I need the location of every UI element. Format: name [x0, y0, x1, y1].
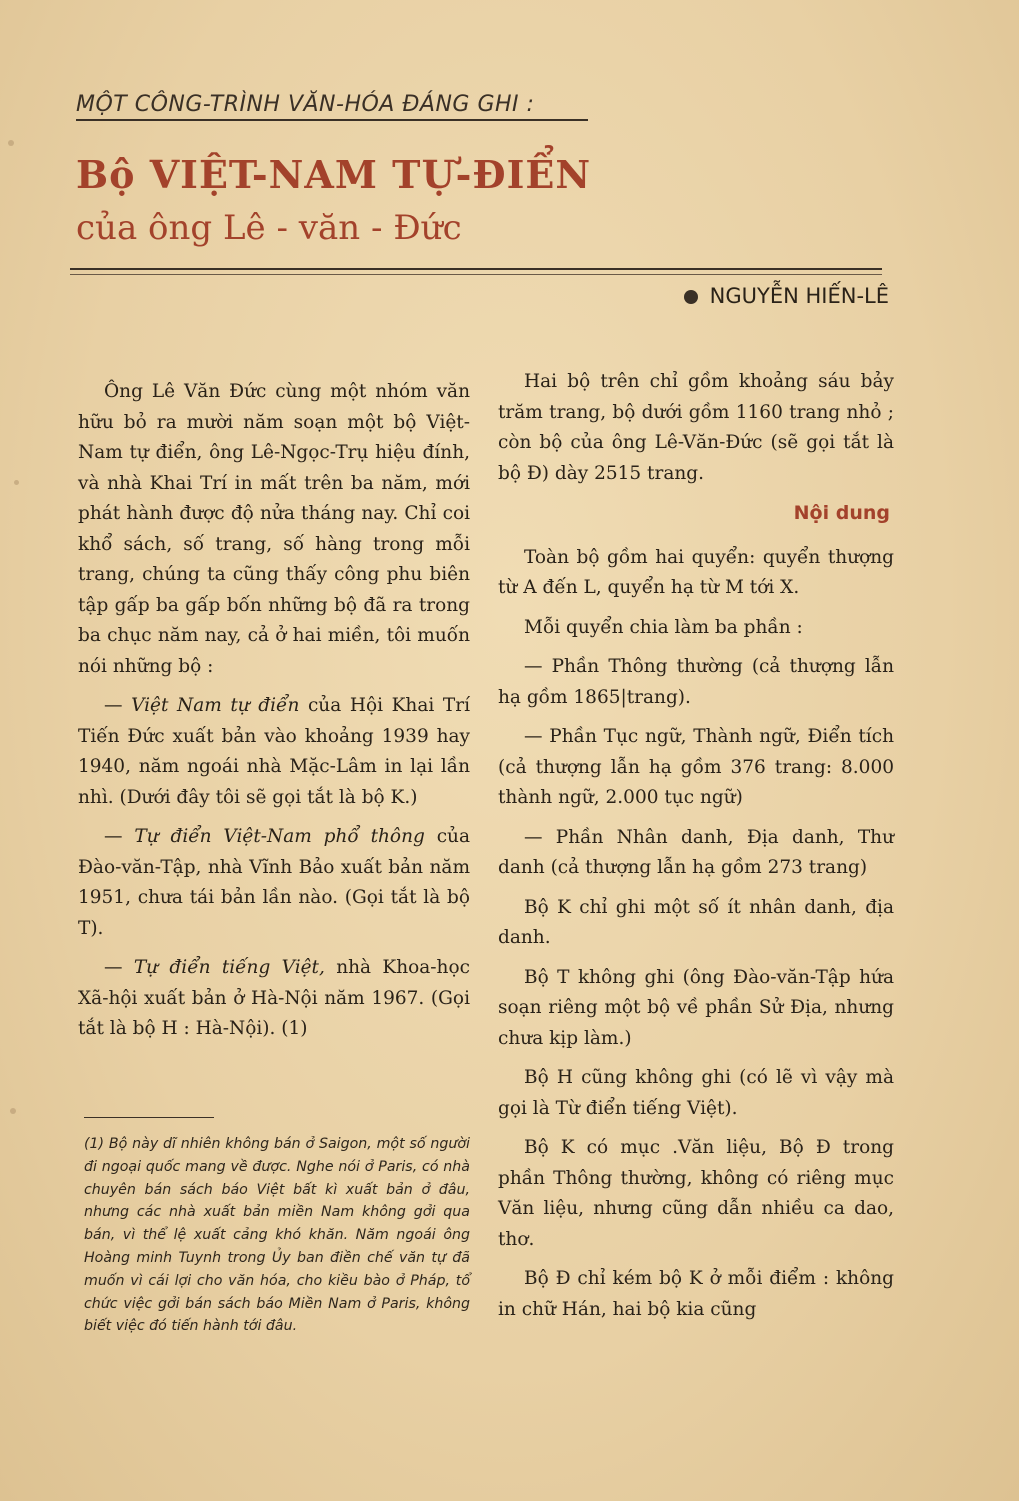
title-divider-thin	[70, 274, 882, 275]
paper-spot	[10, 1108, 16, 1114]
paper-spot	[14, 480, 19, 485]
book-title: Tự điển Việt-Nam phổ thông	[134, 826, 425, 847]
paragraph-dictionary-h: — Tự điển tiếng Việt, nhà Khoa-học Xã-hội xuất bản ở Hà-Nội năm 1967. (Gọi tắt là bộ H : Hà-Nội). (1)	[78, 957, 470, 1039]
section-kicker: MỘT CÔNG-TRÌNH VĂN-HÓA ĐÁNG GHI :	[76, 92, 588, 121]
section-heading: Nội dung	[793, 502, 890, 524]
paragraph: Bộ K chỉ ghi một số ít nhân danh, địa danh.	[498, 896, 894, 948]
book-title: Việt Nam tự điển	[131, 695, 300, 716]
paragraph-dictionary-k: — Việt Nam tự điển của Hội Khai Trí Tiến Đức xuất bản vào khoảng 1939 hay 1940, năm ngoái nhà Mặc-Lâm in lại lần nhì. (Dưới đây tôi sẽ gọi tắt là bộ K.)	[78, 695, 470, 808]
paragraph: Bộ K có mục .Văn liệu, Bộ Đ trong phần Thông thường, không có riêng mục Văn liệu, nhưng cũng dẫn nhiều ca dao, thơ.	[498, 1137, 894, 1250]
paragraph: Toàn bộ gồm hai quyển: quyển thượng từ A đến L, quyển hạ từ M tới X.	[498, 546, 894, 598]
paragraph: — Phần Nhân danh, Địa danh, Thư danh (cả thượng lẫn hạ gồm 273 trang)	[498, 826, 894, 878]
paragraph: Mỗi quyển chia làm ba phần :	[524, 616, 803, 638]
paragraph: Ông Lê Văn Đức cùng một nhóm văn hữu bỏ ra mười năm soạn một bộ Việt-Nam tự điển, ông Lê-Ngọc-Trụ hiệu đính, và nhà Khai Trí in mất trên ba năm, mới phát hành được độ nửa tháng nay. Chỉ coi khổ sách, số trang, số hàng trong mỗi trang, chúng ta cũng thấy công phu biên tập gấp ba gấp bốn những bộ đã ra trong ba chục năm nay, cả ở hai miền, tôi muốn nói những bộ :	[78, 381, 470, 677]
paragraph: — Phần Tục ngữ, Thành ngữ, Điển tích (cả thượng lẫn hạ gồm 376 trang: 8.000 thành ngữ, 2.000 tục ngữ)	[498, 726, 894, 808]
footnote-divider	[84, 1117, 214, 1118]
right-column	[498, 367, 894, 1334]
paragraph: — Phần Thông thường (cả thượng lẫn hạ gồm 1865|trang).	[498, 656, 894, 708]
author-name: NGUYỄN HIẾN-LÊ	[709, 284, 889, 308]
article-subtitle: của ông Lê - văn - Đức	[76, 208, 462, 248]
paragraph: Bộ T không ghi (ông Đào-văn-Tập hứa soạn riêng một bộ về phần Sử Địa, nhưng chưa kịp làm.)	[498, 966, 894, 1049]
title-divider	[70, 268, 882, 270]
paragraph-dictionary-t: — Tự điển Việt-Nam phổ thông của Đào-văn-Tập, nhà Vĩnh Bảo xuất bản năm 1951, chưa tái bản lần nào. (Gọi tắt là bộ T).	[78, 826, 471, 939]
book-title: Tự điển tiếng Việt,	[133, 957, 325, 978]
author-byline	[684, 284, 889, 308]
article-title: Bộ VIỆT-NAM TỰ-ĐIỂN	[76, 152, 592, 197]
paragraph: Bộ Đ chỉ kém bộ K ở mỗi điểm : không in chữ Hán, hai bộ kia cũng	[498, 1268, 894, 1320]
paper-spot	[8, 140, 14, 146]
paragraph: Bộ H cũng không ghi (có lẽ vì vậy mà gọi là Từ điển tiếng Việt).	[498, 1067, 894, 1119]
left-column	[78, 377, 470, 1054]
footnote: (1) Bộ này dĩ nhiên không bán ở Saigon, một số người đi ngoại quốc mang về được. Nghe nói ở Paris, có nhà chuyên bán sách báo Việt bất kì xuất bản ở đâu, nhưng các nhà xuất bản miền Nam không gởi qua bán, vì thể lệ xuất cảng khó khăn. Năm ngoái ông Hoàng minh Tuynh trong Ủy ban điền chế văn tự đã muốn vì cái lợi cho văn hóa, cho kiều bào ở Pháp, tổ chức việc gởi bán sách báo Miền Nam ở Paris, không biết việc đó tiến hành tới đâu.	[84, 1136, 470, 1335]
paragraph: Hai bộ trên chỉ gồm khoảng sáu bảy trăm trang, bộ dưới gồm 1160 trang nhỏ ; còn bộ của ông Lê-Văn-Đức (sẽ gọi tắt là bộ Đ) dày 2515 trang.	[498, 371, 894, 484]
bullet-icon	[684, 290, 698, 304]
